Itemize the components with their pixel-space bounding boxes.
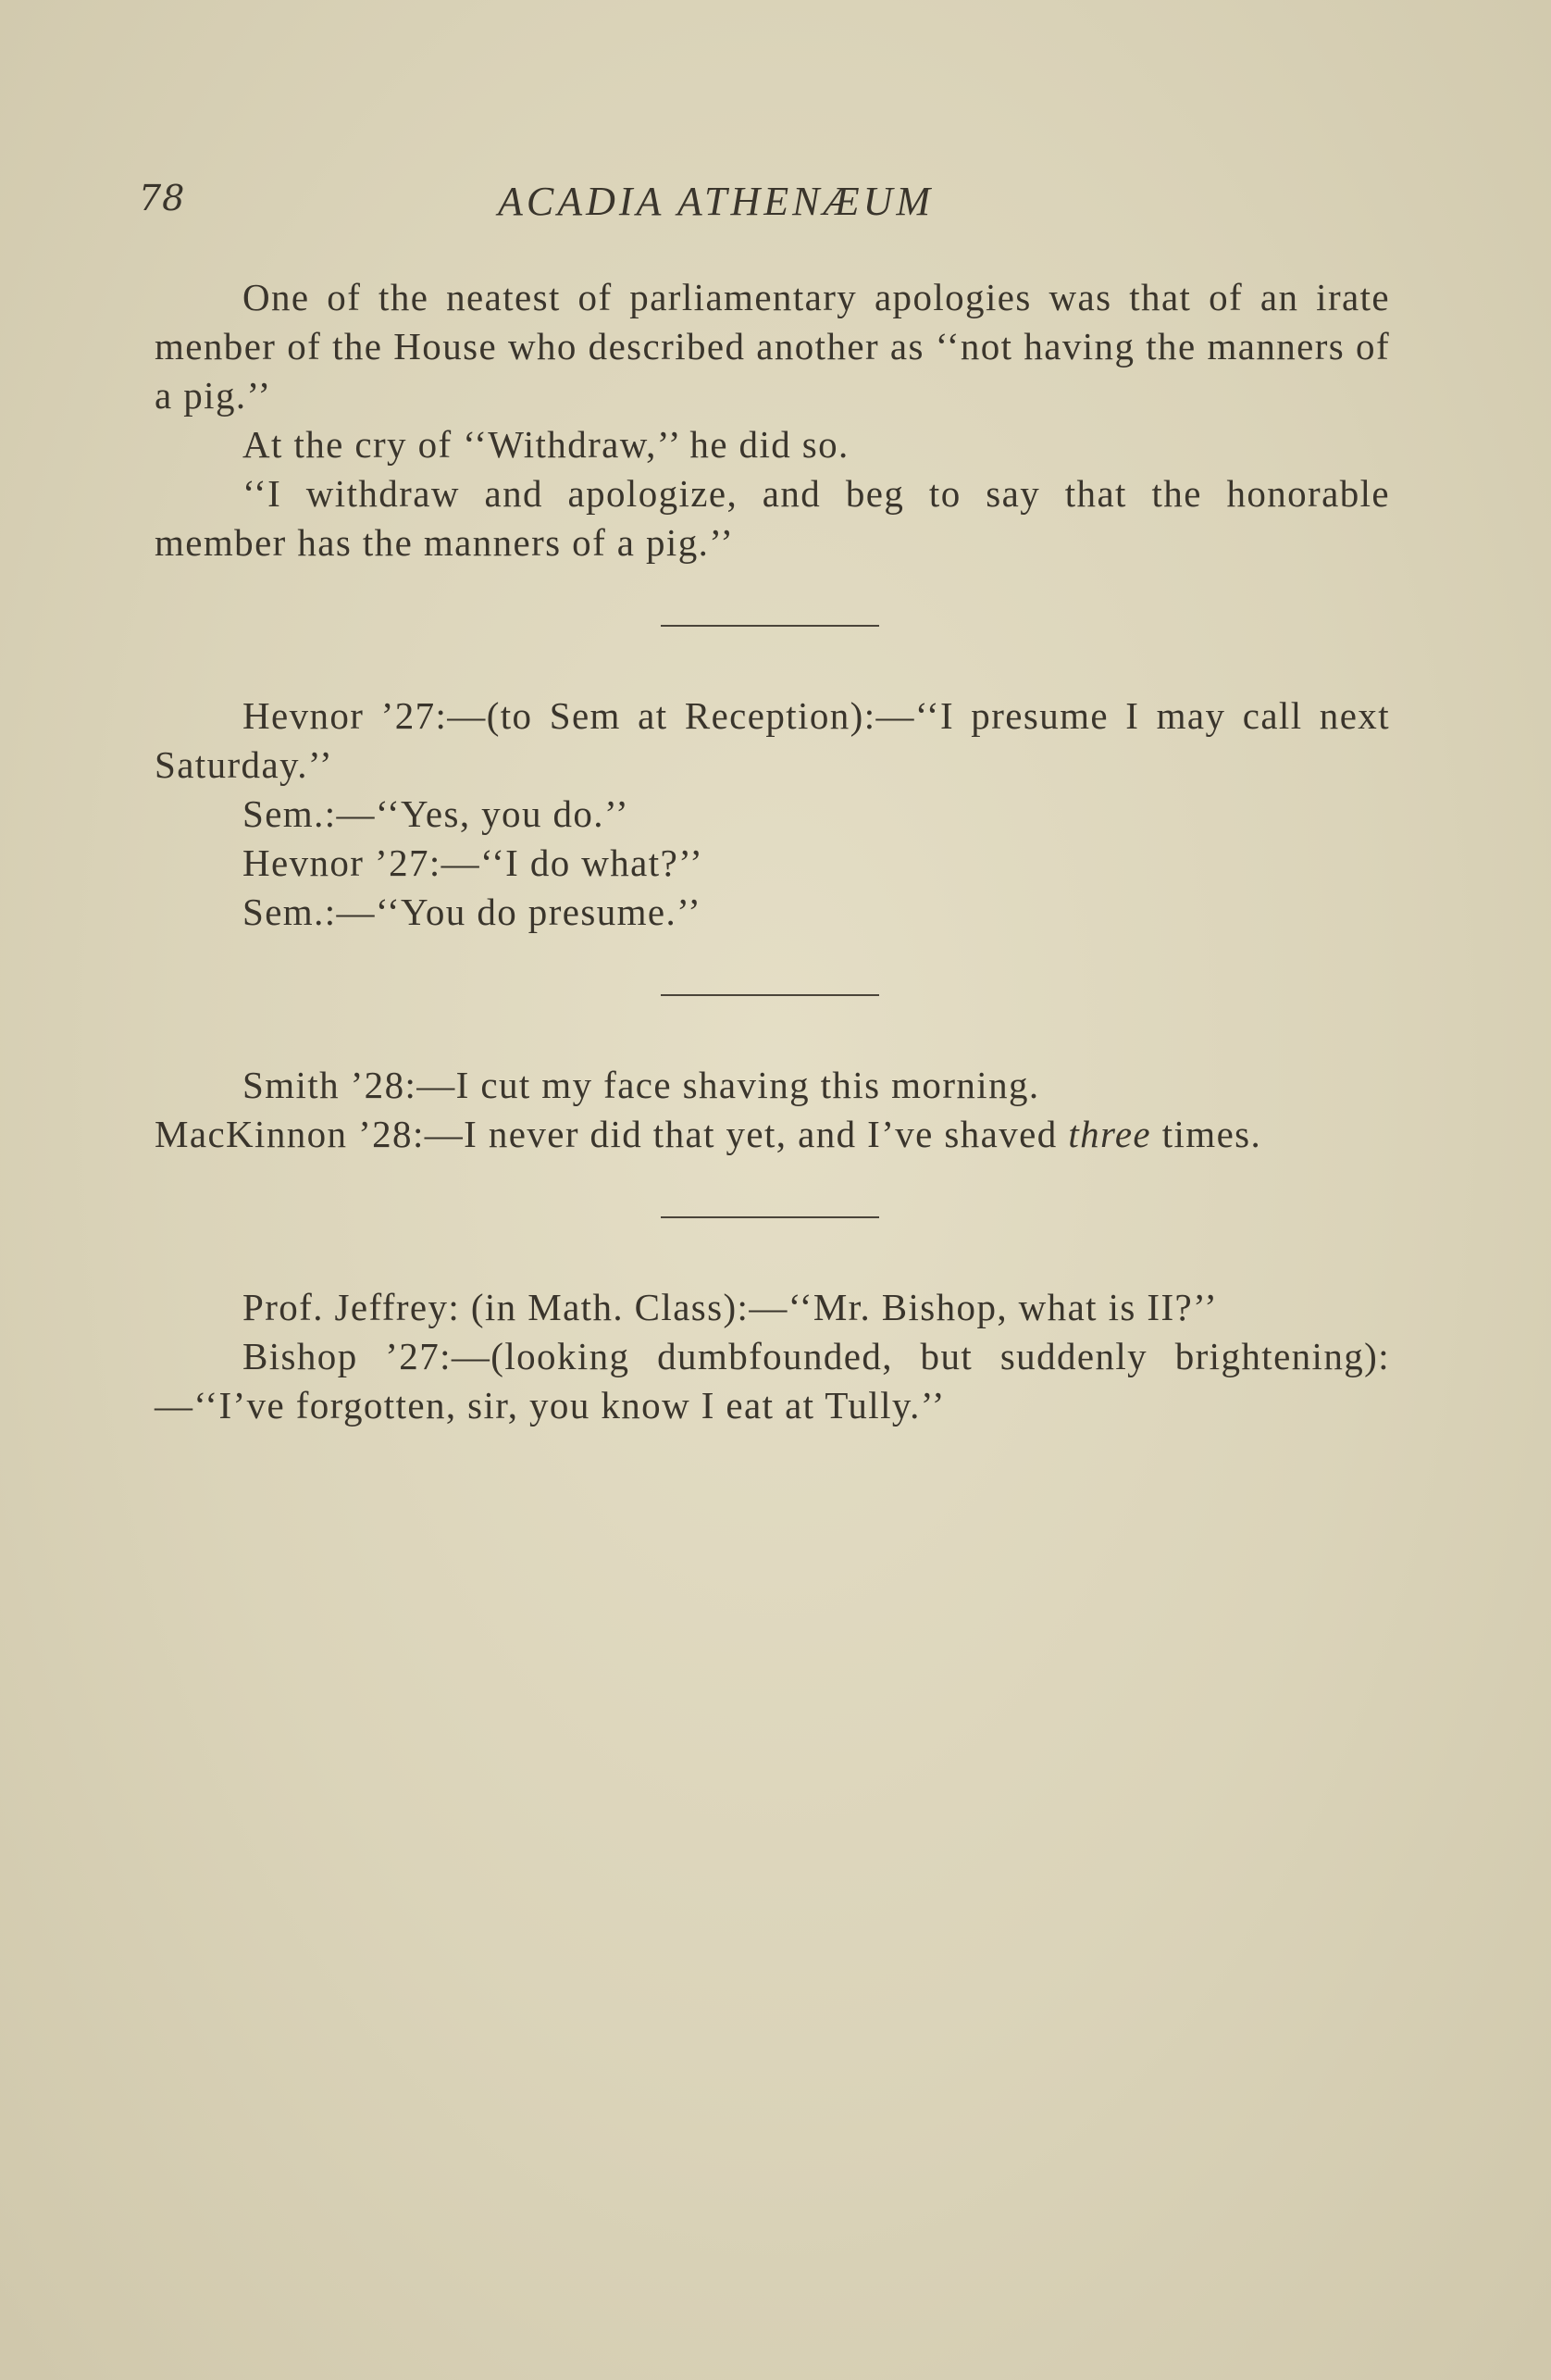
paragraph: One of the neatest of parliamentary apologies was that of an irate menber of the House who described another as ‘‘not having the manners of a pig.’’ bbox=[155, 276, 1390, 417]
paragraph: At the cry of ‘‘Withdraw,’’ he did so. bbox=[242, 423, 850, 466]
anecdote-shaving bbox=[155, 1061, 1390, 1159]
paragraph: ‘‘I withdraw and apologize, and beg to say that the honorable member has the manners of a pig.’’ bbox=[155, 472, 1390, 564]
paragraph: Prof. Jeffrey: (in Math. Class):—‘‘Mr. Bishop, what is II?’’ bbox=[242, 1286, 1219, 1328]
page-number: 78 bbox=[139, 178, 186, 218]
text-run: MacKinnon ’28:—I never did that yet, and I’ve shaved bbox=[155, 1113, 1069, 1155]
anecdote-math-class bbox=[155, 1283, 1390, 1430]
paragraph: Smith ’28:—I cut my face shaving this morning. bbox=[242, 1064, 1040, 1106]
page-header bbox=[139, 178, 1399, 233]
anecdote-presume bbox=[155, 692, 1390, 937]
paragraph: Hevnor ’27:—‘‘I do what?’’ bbox=[242, 841, 704, 884]
page-body bbox=[155, 273, 1390, 1430]
anecdote-apology bbox=[155, 273, 1390, 567]
running-title: ACADIA ATHENÆUM bbox=[498, 179, 935, 224]
paragraph: Sem.:—‘‘Yes, you do.’’ bbox=[242, 792, 630, 835]
paragraph bbox=[155, 1110, 1390, 1159]
section-divider bbox=[661, 625, 879, 627]
section-divider bbox=[661, 994, 879, 996]
paragraph: Bishop ’27:—(looking dumbfounded, but suddenly brightening):—‘‘I’ve forgotten, sir, you know I eat at Tully.’’ bbox=[155, 1335, 1390, 1427]
text-run: times. bbox=[1151, 1113, 1262, 1155]
emphasis: three bbox=[1068, 1113, 1152, 1155]
paragraph: Sem.:—‘‘You do presume.’’ bbox=[242, 891, 702, 933]
paragraph: Hevnor ’27:—(to Sem at Reception):—‘‘I presume I may call next Saturday.’’ bbox=[155, 694, 1390, 786]
section-divider bbox=[661, 1216, 879, 1218]
